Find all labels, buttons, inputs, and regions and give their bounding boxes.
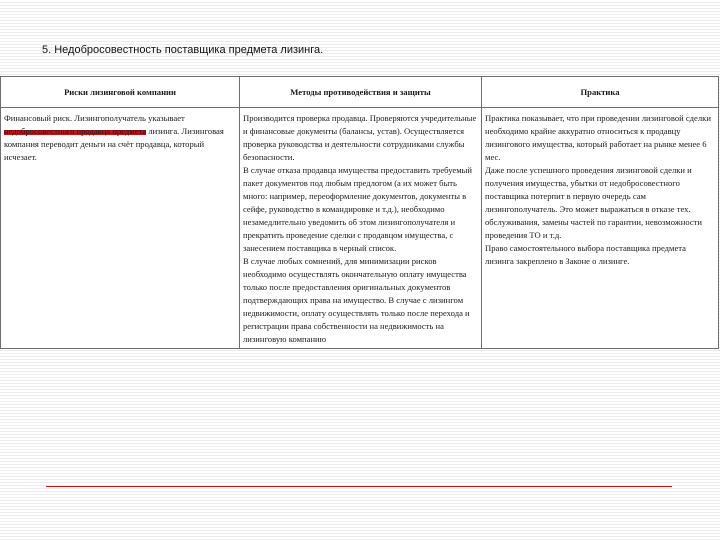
methods-paragraph-2: В случае отказа продавца имущества предоставить требуемый пакет документов под любым предлогом (а их может быть много: например, переоформление документов, документы в сейфе, руководство в командировке и т.д.), необходимо незамедлительно уведомить об этом лизингополучателя и прекратить проведение сделки с продавцом имущества, с занесением поставщика в черный список. [243,165,473,253]
practice-paragraph-1: Практика показывает, что при проведении лизинговой сделки необходимо крайне аккуратно относиться к продавцу лизингового имущества, который работает на рынке менее 6 мес. [485,113,711,162]
slide-heading: 5. Недобросовестность поставщика предмета лизинга. [42,44,324,56]
header-risks: Риски лизинговой компании [1,77,240,108]
cell-practice [482,108,719,349]
risk-text-start: Финансовый риск. Лизингополучатель указывает [4,113,185,123]
methods-paragraph-1: Производится проверка продавца. Проверяются учредительные и финансовые документы (балансы, устав). Осуществляется проверка руководства и деятельности сотрудниками службы безопасности. [243,113,477,162]
header-practice: Практика [482,77,719,108]
practice-paragraph-3: Право самостоятельного выбора поставщика предмета лизинга закреплено в Законе о лизинге. [485,243,686,266]
risk-text-highlight: недобросовестного продавца предмета [4,126,147,136]
cell-risks [1,108,240,349]
table-header-row [1,77,719,108]
practice-paragraph-2: Даже после успешного проведения лизинговой сделки и получения имущества, убытки от недобросовестного поставщика потерпит в первую очередь сам лизингополучатель. Это может выражаться в отказе тех. обслуживания, замены частей по гарантии, невозможности проведения ТО и т.д. [485,165,703,240]
bottom-divider [46,486,672,487]
table-row [1,108,719,349]
risk-table [0,76,719,349]
risk-text-end: лизинга. Лизинговая компания переводит деньги на счёт продавца, который исчезает. [4,126,224,162]
methods-paragraph-3: В случае любых сомнений, для минимизации рисков необходимо осуществлять окончательную оплату имущества только после предоставления оригинальных документов подтверждающих права на имущество. В случае с лизингом недвижимости, оплату осуществлять только после перехода и регистрации права собственности на недвижимость на лизинговую компанию [243,256,470,344]
header-methods: Методы противодействия и защиты [240,77,482,108]
cell-methods [240,108,482,349]
